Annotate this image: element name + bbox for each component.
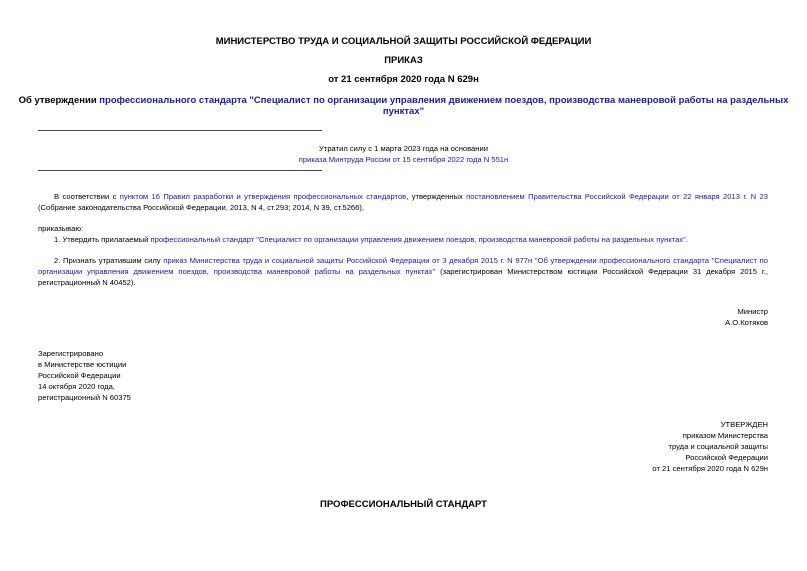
order-item-2 (38, 255, 768, 288)
repeal-order-link[interactable]: приказа Минтруда России от 15 сентября 2022 года N 551н (298, 155, 509, 164)
signature-position: Министр (737, 307, 768, 316)
title-prefix: Об утверждении (18, 95, 100, 106)
government-decree-link[interactable]: постановлением Правительства Российской Федерации от 22 января 2013 г. N 23 (466, 192, 768, 201)
registration-line-1: Зарегистрировано (38, 349, 104, 358)
standard-link[interactable]: профессиональный стандарт "Специалист по организации управления движением поездов, производства маневровой работы на раздельных пунктах" (150, 235, 686, 244)
registration-block (38, 348, 238, 403)
approval-line-4: Российской Федерации (685, 453, 768, 462)
preamble-text-b: , утвержденных (406, 192, 467, 201)
repeal-notice (0, 143, 807, 165)
approval-line-5: от 21 сентября 2020 года N 629н (652, 464, 768, 473)
document-type: ПРИКАЗ (384, 55, 423, 66)
rules-clause-link[interactable]: пунктом 16 Правил разработки и утверждения профессиональных стандартов (119, 192, 407, 201)
item2-text-b: (зарегистрирован Министерством юстиции Российской Федерации 31 декабря 2015 г., регистрационный N 40452). (38, 267, 768, 287)
repealed-order-link[interactable]: приказ Министерства труда и социальной защиты Российской Федерации от 3 декабря 2015 г. N 977н "Об утверждении профессионального стандарта "Специалист по организации управления движением поездов, производства маневровой работы на раздельных пунктах" (38, 256, 768, 276)
order-item-1 (38, 234, 768, 245)
approval-line-1: УТВЕРЖДЕН (720, 420, 768, 429)
title-standard-link[interactable]: профессионального стандарта "Специалист по организации управления движением поездов, производства маневровой работы на раздельных (99, 95, 789, 106)
title-standard-link-cont[interactable]: пунктах" (382, 106, 425, 117)
item2-text-a: 2. Признать утратившим силу (54, 256, 164, 265)
signature-name: А.О.Котяков (725, 318, 768, 327)
preamble-paragraph (38, 191, 768, 213)
preamble-text-a: В соответствии с (54, 192, 120, 201)
section-title: ПРОФЕССИОНАЛЬНЫЙ СТАНДАРТ (320, 499, 487, 510)
signature-block (560, 306, 768, 328)
preamble-text-c: (Собрание законодательства Российской Федерации, 2013, N 4, ст.293; 2014, N 39, ст.5266), (38, 203, 365, 212)
document-title (0, 95, 807, 117)
separator-rule-top (38, 130, 322, 131)
registration-line-5: регистрационный N 60375 (38, 393, 131, 402)
registration-line-2: в Министерстве юстиции (38, 360, 127, 369)
item1-text-a: 1. Утвердить прилагаемый (54, 235, 151, 244)
repeal-notice-text: Утратил силу с 1 марта 2023 года на основании (319, 144, 488, 153)
approval-block (560, 419, 768, 474)
item1-text-b: . (685, 235, 688, 244)
registration-line-3: Российской Федерации (38, 371, 121, 380)
registration-line-4: 14 октября 2020 года, (38, 382, 115, 391)
order-word: приказываю: (38, 224, 84, 233)
document-date-number: от 21 сентября 2020 года N 629н (328, 74, 479, 85)
ministry-heading: МИНИСТЕРСТВО ТРУДА И СОЦИАЛЬНОЙ ЗАЩИТЫ РОССИЙСКОЙ ФЕДЕРАЦИИ (215, 36, 592, 47)
separator-rule-bottom (38, 170, 322, 171)
approval-line-2: приказом Министерства (682, 431, 768, 440)
approval-line-3: труда и социальной защиты (668, 442, 768, 451)
